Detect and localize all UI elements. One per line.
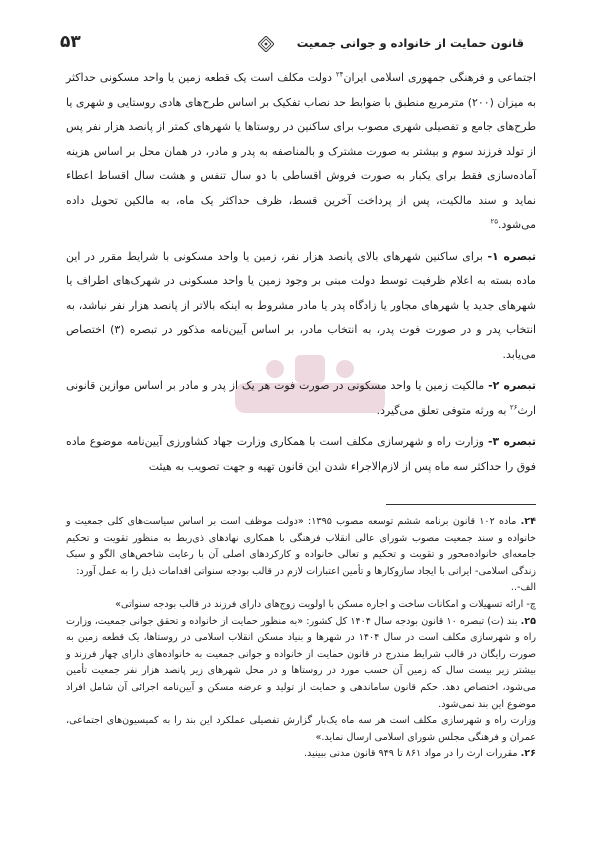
footnote-separator bbox=[386, 504, 536, 505]
clause-label: تبصره ۳- bbox=[487, 435, 536, 448]
footnote-number: ۲۴. bbox=[520, 516, 536, 527]
paragraph-text: اجتماعی و فرهنگی جمهوری اسلامی ایران bbox=[343, 71, 536, 84]
footnote-text: چ- ارائه تسهیلات و امکانات ساخت و اجاره مسکن با اولویت زوج‌های دارای فرزند در قالب بودجه سنواتی» bbox=[115, 598, 536, 610]
footnote-number: ۲۶. bbox=[520, 748, 536, 760]
footnote-text: وزارت راه و شهرسازی مکلف است هر سه ماه یک‌بار گزارش تفصیلی عملکرد این بند را به کمیسیون‌های اجتماعی، عمران و فرهنگی مجلس شورای اسلامی ارسال نماید.» bbox=[66, 715, 536, 743]
footnote-ref: ۲۵ bbox=[490, 217, 499, 226]
footnote-text: ماده ۱۰۲ قانون برنامه ششم توسعه مصوب ۱۳۹۵: «دولت موظف است بر اساس سیاست‌های کلی جمعیت و خانواده و سند جمعیت مصوب شورای عالی انقلاب فرهنگی با همکاری نهادهای ذی‌ربط به منظور تقویت و تحکیم جامعه‌ای خانواده‌محور و تقویت و تحکیم و تعالی خانواده و کارکردهای اصلی آن با رعایت شاخص‌های الگو و سبک زندگی اسلامی- ایرانی با ایجاد سازوکارها و تأمین اعتبارات لازم در قالب بودجه سنواتی اقدامات ذیل را به عمل آورد: bbox=[66, 516, 536, 577]
paragraph-text: برای ساکنین شهرهای بالای پانصد هزار نفر، زمین یا واحد مسکونی با شرایط مقرر در این ماده بسته به اعلام ظرفیت توسط دولت مبنی بر وجود زمین یا واحد مسکونی در شهرک‌های اطراف یا شهرهای جدید یا شهرهای مجاور یا زادگاه پدر یا مادر مشروط به اینکه بالاتر از پانصد هزار نفر نباشد، به انتخاب پدر و در صورت فوت پدر، به انتخاب مادر، بر اساس آیین‌نامه مذکور در تبصره (۳) اختصاص می‌یابد. bbox=[66, 249, 536, 361]
paragraph-text: دولت مکلف است یک قطعه زمین یا واحد مسکونی حداکثر به میزان (۲۰۰) مترمربع منطبق با ضوابط حد نصاب تفکیک بر اساس طرح‌های هادی روستایی و شهری یا طرح‌های جامع و تفصیلی شهری مصوب برای ساکنین در روستاها یا شهرهای کمتر از پانصد هزار نفر پس از تولد فرزند سوم و بیشتر به صورت مشترک و بالمناصفه به پدر و مادر، در همان محل بر اساس هزینه آماده‌سازی فقط برای یکبار به صورت فروش اقساطی با دو سال تنفس و هشت سال اقساط اعطاء نماید و سند مالکیت، پس از پرداخت آخرین قسط، ظرف حداکثر یک ماه، به مالکین تحویل داده می‌شود. bbox=[66, 71, 536, 231]
body-paragraph bbox=[66, 66, 536, 238]
footnote bbox=[66, 746, 536, 763]
clause-label: تبصره ۲- bbox=[488, 379, 536, 392]
footnote-text: مقررات ارث را در مواد ۸۶۱ تا ۹۴۹ قانون مدنی ببینید. bbox=[303, 748, 521, 760]
running-title: قانون حمایت از خانواده و جوانی جمعیت bbox=[296, 36, 524, 50]
footnotes bbox=[66, 514, 536, 763]
footnote bbox=[66, 514, 536, 580]
footnote-text: الف-.. bbox=[510, 582, 536, 594]
footnote-ref: ۲۴ bbox=[335, 70, 344, 79]
paragraph-text: به ورثه متوفی تعلق می‌گیرد. bbox=[376, 403, 510, 417]
paragraph-text: وزارت راه و شهرسازی مکلف است با همکاری وزارت جهاد کشاورزی آیین‌نامه موضوع ماده فوق را حداکثر سه ماه پس از لازم‌الاجراء شدن این قانون تهیه و جهت تصویب به هیئت bbox=[66, 435, 536, 473]
footnote bbox=[66, 713, 536, 746]
body-paragraph bbox=[66, 245, 536, 368]
footnote bbox=[66, 614, 536, 714]
main-text bbox=[66, 66, 536, 486]
footnote-text: بند (ت) تبصره ۱۰ قانون بودجه سال ۱۴۰۴ کل کشور: «به منظور حمایت از خانواده و تحقق جوانی جمعیت، وزارت راه و شهرسازی مکلف است در سال ۱۴۰۴ در شهرها و بنیاد مسکن انقلاب اسلامی در روستاها، یک قطعه زمین به صورت رایگان در قالب شرایط مندرج در قانون حمایت از خانواده و جوانی جمعیت به خانواده‌های دارای چهار فرزند و بیشتر زیر بیست سال که زمین آن حسب مورد در روستاها و در محل شهرهای زیر پانصد هزار نفر جمعیت تأمین می‌شود، اختصاص دهد. حکم قانون ساماندهی و حمایت از تولید و عرضه مسکن و آیین‌نامه اجرائی آن شامل افراد موضوع این بند نمی‌شود. bbox=[66, 615, 536, 710]
footnote bbox=[66, 597, 536, 614]
running-header bbox=[60, 32, 536, 56]
paragraph-text: مالکیت زمین یا واحد مسکونی در صورت فوت هر یک از پدر و مادر بر اساس موازین قانونی ارث bbox=[66, 379, 536, 417]
clause-label: تبصره ۱- bbox=[487, 249, 536, 263]
body-paragraph bbox=[66, 374, 536, 423]
diamond-ornament-icon bbox=[258, 36, 274, 52]
footnote-ref: ۲۶ bbox=[509, 402, 518, 411]
footnote bbox=[66, 580, 536, 597]
page-number: ۵۳ bbox=[60, 32, 81, 52]
body-paragraph bbox=[66, 430, 536, 479]
footnote-number: ۲۵. bbox=[520, 615, 536, 627]
